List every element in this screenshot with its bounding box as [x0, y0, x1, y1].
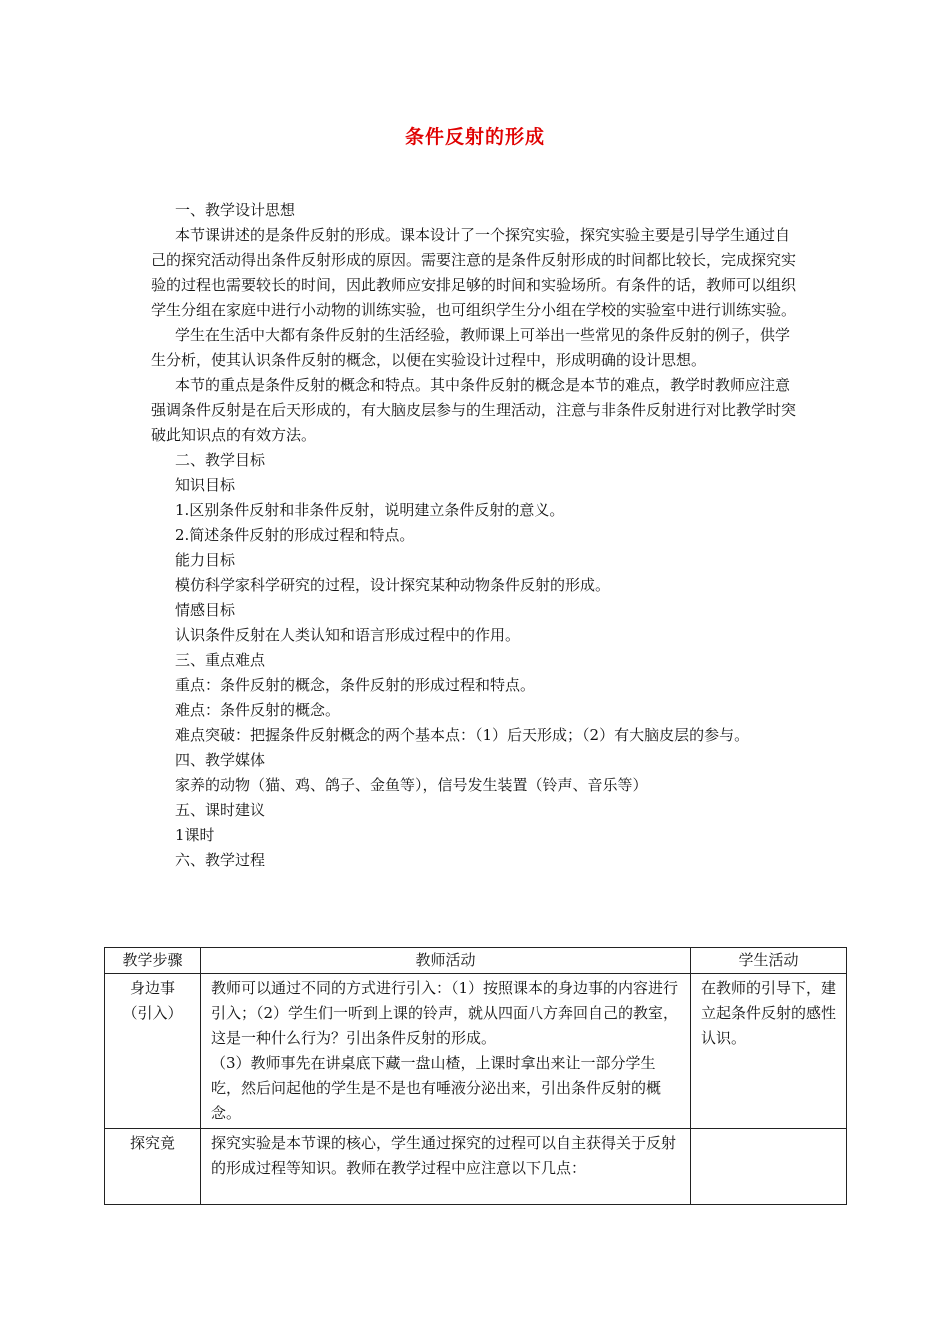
- paragraph: 本节的重点是条件反射的概念和特点。其中条件反射的概念是本节的难点，教学时教师应注意强调条件反射是在后天形成的，有大脑皮层参与的生理活动，注意与非条件反射进行对比教学时突破此知识点的有效方法。: [151, 376, 797, 444]
- column-header: 学生活动: [691, 948, 847, 974]
- column-header: 教师活动: [201, 948, 691, 974]
- step-cell: [105, 1129, 201, 1205]
- section-heading-goals: 二、教学目标: [175, 451, 266, 469]
- section-heading-design: 一、教学设计思想: [175, 201, 296, 219]
- table-header-row: [105, 948, 847, 974]
- document-body: [151, 198, 801, 873]
- column-header: 教学步骤: [105, 948, 201, 974]
- list-item: 认识条件反射在人类认知和语言形成过程中的作用。: [175, 626, 521, 644]
- teacher-activity-text: （3）教师事先在讲桌底下藏一盘山楂，上课时拿出来让一部分学生吃，然后问起他的学生是不是也有唾液分泌出来，引出条件反射的概念。: [211, 1054, 662, 1122]
- list-item: 模仿科学家科学研究的过程，设计探究某种动物条件反射的形成。: [175, 576, 611, 594]
- lesson-process-table: [104, 947, 847, 1205]
- step-cell: [105, 974, 201, 1129]
- hours: 1课时: [175, 826, 215, 844]
- teacher-activity-cell: [201, 1129, 691, 1205]
- teacher-activity-text: 探究实验是本节课的核心，学生通过探究的过程可以自主获得关于反射的形成过程等知识。教师在教学过程中应注意以下几点：: [211, 1134, 677, 1177]
- teacher-activity-text: 教师可以通过不同的方式进行引入：（1）按照课本的身边事的内容进行引入；（2）学生们一听到上课的铃声，就从四面八方奔回自己的教室，这是一种什么行为？引出条件反射的形成。: [211, 979, 679, 1047]
- list-item: 2.简述条件反射的形成过程和特点。: [175, 526, 415, 544]
- media-list: 家养的动物（猫、鸡、鸽子、金鱼等），信号发生装置（铃声、音乐等）: [175, 776, 648, 794]
- key-point: 重点：条件反射的概念，条件反射的形成过程和特点。: [175, 676, 536, 694]
- list-item: 1.区别条件反射和非条件反射，说明建立条件反射的意义。: [175, 501, 565, 519]
- student-activity-cell: [691, 1129, 847, 1205]
- paragraph: 本节课讲述的是条件反射的形成。课本设计了一个探究实验，探究实验主要是引导学生通过自己的探究活动得出条件反射形成的原因。需要注意的是条件反射形成的时间都比较长，完成探究实验的过程也需要较长的时间，因此教师应安排足够的时间和实验场所。有条件的话，教师可以组织学生分组在家庭中进行小动物的训练实验，也可组织学生分小组在学校的实验室中进行训练实验。: [151, 226, 797, 319]
- subheading-knowledge: 知识目标: [175, 476, 236, 494]
- section-heading-process: 六、教学过程: [175, 851, 266, 869]
- section-heading-keypoints: 三、重点难点: [175, 651, 266, 669]
- breakthrough: 难点突破：把握条件反射概念的两个基本点：（1）后天形成；（2）有大脑皮层的参与。: [175, 726, 750, 744]
- section-heading-hours: 五、课时建议: [175, 801, 266, 819]
- page-title: 条件反射的形成: [404, 126, 545, 148]
- table-row: [105, 1129, 847, 1205]
- subheading-ability: 能力目标: [175, 551, 236, 569]
- subheading-emotion: 情感目标: [175, 601, 236, 619]
- paragraph: 学生在生活中大都有条件反射的生活经验，教师课上可举出一些常见的条件反射的例子，供学生分析，使其认识条件反射的概念，以便在实验设计过程中，形成明确的设计思想。: [151, 326, 791, 369]
- step-name: 身边事: [129, 979, 175, 997]
- teacher-activity-cell: [201, 974, 691, 1129]
- step-subname: （引入）: [122, 1004, 183, 1022]
- student-activity-text: 在教师的引导下，建立起条件反射的感性认识。: [701, 979, 837, 1047]
- section-heading-media: 四、教学媒体: [175, 751, 266, 769]
- step-name: 探究竟: [129, 1134, 175, 1152]
- difficulty: 难点：条件反射的概念。: [175, 701, 341, 719]
- student-activity-cell: [691, 974, 847, 1129]
- table-row: [105, 974, 847, 1129]
